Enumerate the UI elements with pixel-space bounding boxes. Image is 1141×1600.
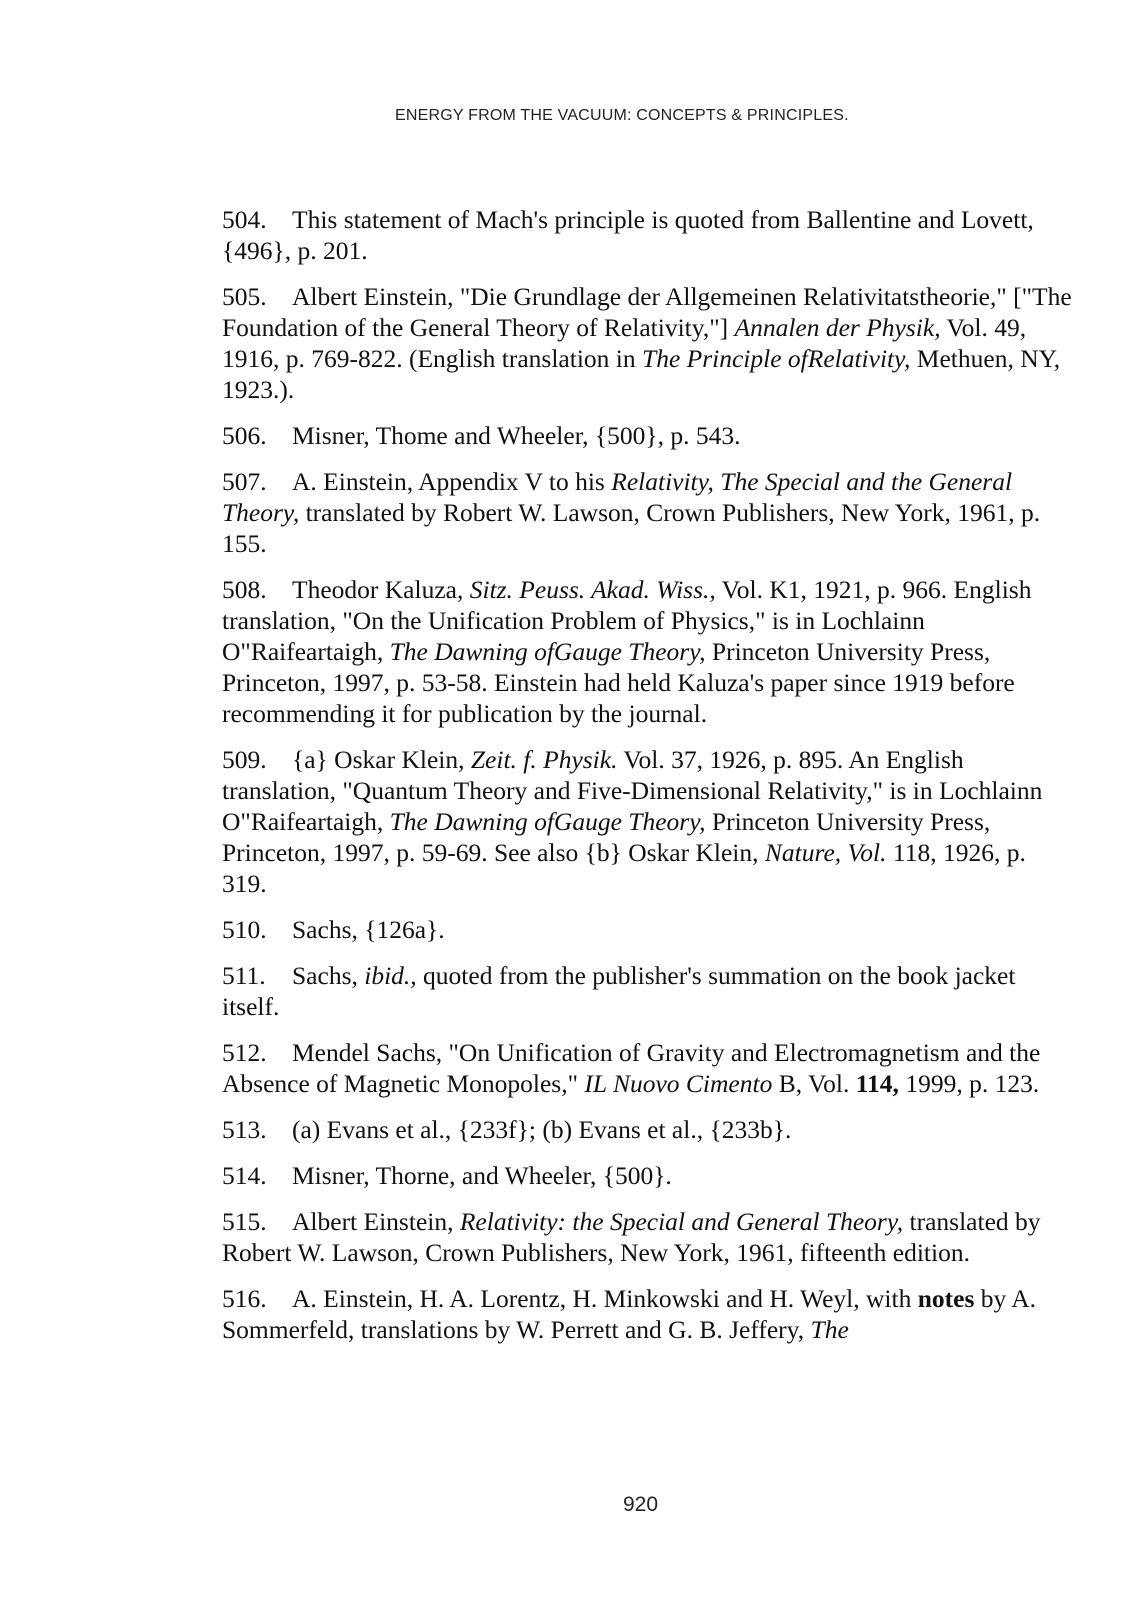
- endnote-italic-text: Nature, Vol.: [764, 838, 887, 867]
- endnote-515: [222, 1206, 1072, 1268]
- endnote-italic-text: The Principle ofRelativity,: [642, 344, 911, 373]
- endnote-number: 513.: [222, 1115, 267, 1144]
- endnote-text: translated by Robert W. Lawson, Crown Publishers, New York, 1961, fifteenth edition.: [222, 1207, 1041, 1267]
- running-head: ENERGY FROM THE VACUUM: CONCEPTS & PRINCIPLES.: [395, 107, 849, 124]
- endnote-text: Misner, Thome and Wheeler, {500}, p. 543.: [292, 421, 741, 450]
- endnote-italic-text: Zeit. f. Physik.: [470, 745, 618, 774]
- endnote-text: Sachs,: [292, 961, 365, 990]
- page-number: 920: [622, 1493, 659, 1516]
- endnote-text: translated by Robert W. Lawson, Crown Publishers, New York, 1961, p. 155.: [222, 498, 1041, 558]
- endnote-number: 511.: [222, 961, 266, 990]
- endnote-number: 514.: [222, 1161, 267, 1190]
- endnote-507: [222, 466, 1072, 559]
- endnote-bold-text: 114,: [855, 1069, 899, 1098]
- endnote-text: (a) Evans et al., {233f}; (b) Evans et al., {233b}.: [292, 1115, 792, 1144]
- endnote-text: Albert Einstein,: [292, 1207, 460, 1236]
- endnote-text: Vol. K1, 1921, p. 966. English translation, "On the Unification Problem of Physics," is in Lochlainn O"Raifeartaigh,: [222, 575, 1032, 666]
- endnote-number: 507.: [222, 467, 267, 496]
- endnote-text: A. Einstein, Appendix V to his: [292, 467, 612, 496]
- endnote-512: [222, 1037, 1072, 1099]
- endnote-italic-text: The Dawning ofGauge Theory,: [389, 807, 706, 836]
- endnote-text: Vol. 37, 1926, p. 895. An English translation, "Quantum Theory and Five-Dimensional Relativity," is in Lochlainn O"Raifeartaigh,: [222, 745, 1043, 836]
- endnote-510: [222, 914, 1072, 945]
- endnote-text: B, Vol.: [772, 1069, 856, 1098]
- endnote-number: 508.: [222, 575, 267, 604]
- endnote-italic-text: IL Nuovo Cimento: [584, 1069, 773, 1098]
- endnote-511: [222, 960, 1072, 1022]
- endnote-text: Methuen, NY, 1923.).: [222, 344, 1061, 404]
- endnote-bold-text: notes: [917, 1284, 975, 1313]
- endnote-number: 509.: [222, 745, 267, 774]
- endnote-516: [222, 1283, 1072, 1345]
- endnote-509: [222, 744, 1072, 899]
- endnote-text: Princeton University Press, Princeton, 1997, p. 59-69. See also {b} Oskar Klein,: [222, 807, 991, 867]
- endnote-number: 516.: [222, 1284, 267, 1313]
- endnote-514: [222, 1160, 1072, 1191]
- endnote-text: This statement of Mach's principle is quoted from Ballentine and Lovett, {496}, p. 201.: [222, 205, 1034, 265]
- endnote-italic-text: The: [810, 1315, 849, 1344]
- endnote-number: 515.: [222, 1207, 267, 1236]
- endnote-number: 506.: [222, 421, 267, 450]
- endnote-text: Theodor Kaluza,: [292, 575, 470, 604]
- endnote-italic-text: The Dawning ofGauge Theory,: [389, 637, 706, 666]
- endnote-text: Misner, Thorne, and Wheeler, {500}.: [292, 1161, 672, 1190]
- endnote-513: [222, 1114, 1072, 1145]
- endnote-italic-text: ibid.,: [364, 961, 417, 990]
- endnote-italic-text: Relativity: the Special and General Theory,: [459, 1207, 904, 1236]
- endnote-text: Sachs, {126a}.: [292, 915, 445, 944]
- endnote-text: quoted from the publisher's summation on the book jacket itself.: [222, 961, 1016, 1021]
- endnote-italic-text: Annalen der Physik,: [734, 313, 941, 342]
- endnote-text: 118, 1926, p. 319.: [222, 838, 1026, 898]
- endnote-number: 510.: [222, 915, 267, 944]
- endnote-text: 1999, p. 123.: [898, 1069, 1040, 1098]
- endnote-number: 505.: [222, 282, 267, 311]
- endnote-504: [222, 204, 1072, 266]
- endnote-508: [222, 574, 1072, 729]
- endnote-text: Princeton University Press, Princeton, 1997, p. 53-58. Einstein had held Kaluza's paper since 1919 before recommending it for publication by the journal.: [222, 637, 1015, 728]
- endnote-text: Albert Einstein, "Die Grundlage der Allgemeinen Relativitatstheorie," ["The Foundation of the General Theory of Relativity,"]: [222, 282, 1072, 342]
- endnote-number: 512.: [222, 1038, 267, 1067]
- endnote-text: Vol. 49, 1916, p. 769-822. (English translation in: [222, 313, 1027, 373]
- endnote-number: 504.: [222, 205, 267, 234]
- endnote-text: Mendel Sachs, "On Unification of Gravity and Electromagnetism and the Absence of Magnetic Monopoles,": [222, 1038, 1041, 1098]
- endnote-text: {a} Oskar Klein,: [292, 745, 471, 774]
- endnote-italic-text: Sitz. Peuss. Akad. Wiss.,: [469, 575, 716, 604]
- endnote-text: by A. Sommerfeld, translations by W. Perrett and G. B. Jeffery,: [222, 1284, 1037, 1344]
- endnote-505: [222, 281, 1072, 405]
- endnotes-list: [222, 204, 1072, 1360]
- endnote-text: A. Einstein, H. A. Lorentz, H. Minkowski and H. Weyl, with: [292, 1284, 918, 1313]
- endnote-506: [222, 420, 1072, 451]
- endnote-italic-text: Relativity, The Special and the General Theory,: [222, 467, 1013, 527]
